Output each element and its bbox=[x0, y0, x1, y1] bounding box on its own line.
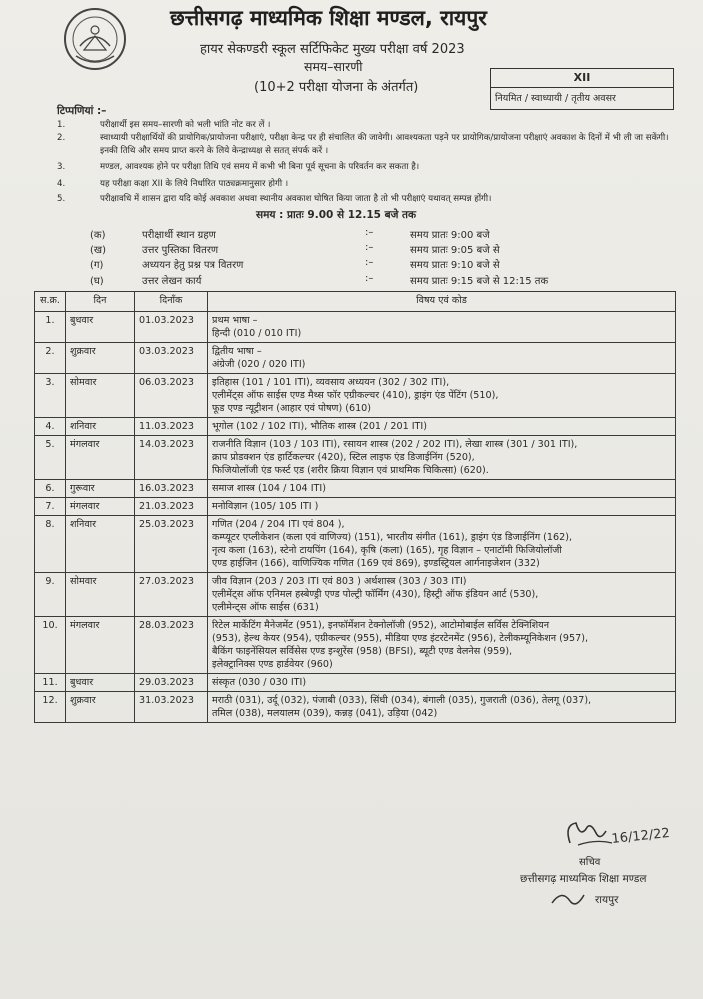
subject-line: भूगोल (102 / 102 ITI), भौतिक शास्त्र (201 / 201 ITI) bbox=[212, 421, 427, 432]
subject-line: द्वितीय भाषा – bbox=[212, 346, 262, 357]
table-row bbox=[35, 436, 676, 480]
designation: सचिव bbox=[579, 857, 601, 868]
page-title: छत्तीसगढ़ माध्यमिक शिक्षा मण्डल, रायपुर bbox=[170, 6, 487, 30]
row-serial: 8. bbox=[35, 516, 66, 573]
col-subject: विषय एवं कोड bbox=[208, 292, 676, 312]
row-date: 14.03.2023 bbox=[135, 436, 208, 480]
subject-line: एण्ड हाईजिन (166), वाणिज्यिक गणित (169 एवं 869), इण्डस्ट्रियल आर्गनाइजेशन (332) bbox=[212, 558, 540, 569]
table-row bbox=[35, 617, 676, 674]
scheme-label: (10+2 परीक्षा योजना के अंतर्गत) bbox=[254, 80, 419, 95]
row-subjects bbox=[208, 312, 676, 343]
subject-line: जीव विज्ञान (203 / 203 ITI एवं 803 ) अर्थशास्त्र (303 / 303 ITI) bbox=[212, 576, 467, 587]
subject-line: प्रथम भाषा – bbox=[212, 315, 258, 326]
class-box bbox=[490, 68, 674, 110]
subject-line: समाज शास्त्र (104 / 104 ITI) bbox=[212, 483, 326, 494]
subject-line: (953), हेल्थ केयर (954), एग्रीकल्चर (955), मीडिया एण्ड इंटरटेनमेंट (956), टेलीकम्यूनिकेशन (957), bbox=[212, 633, 589, 644]
subject-line: इलेक्ट्रानिक्स एण्ड हार्डवेयर (960) bbox=[212, 659, 333, 670]
exam-timing: समय : प्रातः 9.00 से 12.15 बजे तक bbox=[256, 209, 417, 221]
row-date: 31.03.2023 bbox=[135, 692, 208, 723]
row-serial: 9. bbox=[35, 573, 66, 617]
note-item: 3. मण्डल, आवश्यक होने पर परीक्षा तिथि एवं समय में कभी भी बिना पूर्व सूचना के परिवर्तन कर सकता है। bbox=[57, 162, 420, 172]
row-day: गुरूवार bbox=[66, 480, 135, 498]
row-subjects bbox=[208, 498, 676, 516]
row-day: मंगलवार bbox=[66, 498, 135, 516]
row-serial: 7. bbox=[35, 498, 66, 516]
row-day: सोमवार bbox=[66, 573, 135, 617]
subject-line: इतिहास (101 / 101 ITI), व्यवसाय अध्ययन (302 / 302 ITI), bbox=[212, 377, 450, 388]
row-date: 06.03.2023 bbox=[135, 374, 208, 418]
row-day: मंगलवार bbox=[66, 617, 135, 674]
col-serial: स.क्र. bbox=[35, 292, 66, 312]
subject-line: हिन्दी (010 / 010 ITI) bbox=[212, 328, 302, 339]
subject-line: एलीमेंट्स ऑफ साईस एण्ड मैथ्स फॉर एग्रीकल्चर (410), ड्राइंग एंड पेंटिंग (510), bbox=[212, 390, 499, 401]
table-row bbox=[35, 480, 676, 498]
note-item: 2. स्वाध्यायी परीक्षार्थियों की प्रायोगिक/प्रायोजना परीक्षाएं, परीक्षा केन्द्र पर ही संचालित की जावेगी। आवश्यकता पड़ने पर प्रायोगिक/प्रायोजना परीक्षाएं अवकाश के दिनों में भी ली जा सकेंगी। इनकी तिथि और समय प्राप्त करने के लिये केन्द्राध्यक्ष से सतत् संपर्क करें । bbox=[57, 133, 669, 156]
row-date: 21.03.2023 bbox=[135, 498, 208, 516]
row-serial: 4. bbox=[35, 418, 66, 436]
row-serial: 1. bbox=[35, 312, 66, 343]
document-page: छत्तीसगढ़ माध्यमिक शिक्षा मण्डल, रायपुर हायर सेकण्डरी स्कूल सर्टिफिकेट मुख्य परीक्षा वर्ष 2023 समय–सारणी (10+2 परीक्षा योजना के अंतर्गत) XII नियमित / स्वाध्यायी / तृतीय अवसर टिप्पणियां :– 1. परीक्षार्थी इस समय–सारणी को भली भांति नोट कर लें । 2. स्वाध्यायी परीक्षार्थियों की प्रायोगिक/प्रायोजना परीक्षाएं, परीक्षा केन्द्र पर ही संचालित की जावेगी। आवश्यकता पड़ने पर प्रायोगिक/प्रायोजना परीक्षाएं अवकाश के दिनों में भी ली जा सकेंगी। इनकी तिथि और समय प्राप्त करने के लिये केन्द्राध्यक्ष से सतत् संपर्क करें । 3. मण्डल, आवश्यक होने पर परीक्षा तिथि एवं समय में कभी भी बिना पूर्व सूचना के परिवर्तन कर सकता है। 4. यह परीक्षा कक्षा XII के लिये निर्धारित पाठ्यक्रमानुसार होगी । 5. परीक्षावधि में शासन द्वारा यदि कोई अवकाश अथवा स्थानीय अवकाश घोषित किया जाता है तो भी परीक्षाएं यथावत् सम्पन्न होंगी। समय : प्रातः 9.00 से 12.15 बजे तक (क) परीक्षार्थी स्थान ग्रहण :– समय प्रातः 9:00 बजे (ख) उत्तर पुस्तिका वितरण :– समय प्रातः 9:05 बजे से (ग) अध्ययन हेतु प्रश्न पत्र वितरण :– समय प्रातः 9:10 बजे से (घ) उत्तर लेखन कार्य :– समय प्रातः 9:15 बजे से 12:15 तक स.क्र. दिन दिनाँक विषय एवं कोड 1. बुधवार 01.03.2023 प्रथम भाषा – हिन्दी (010 / 010 ITI) 2. शुक्रवार 03.03.2023 द्वितीय भाषा – अंग्रेजी (020 / 020 ITI) 3. सोमवार 06.03.2023 इतिहास (101 / 101 ITI), व्यवसाय अध्ययन (302 / 302 ITI), एलीमेंट्स ऑफ साईस एण्ड मैथ्स फॉर एग्रीकल्चर (410), ड्राइंग एंड पेंटिंग (510), फूड एण्ड न्यूट्रीशन (आहार एवं पोषण) (610) 4. शनिवार 11.03.2023 भूगोल (102 / 102 ITI), भौतिक शास्त्र (201 / 201 ITI) 5. मंगलवार 14.03.2023 राजनीति विज्ञान (103 / 103 ITI), रसायन शास्त्र (202 / 202 ITI), लेखा शास्त्र (301 / 301 ITI), क्राप प्रोडक्शन एंड हार्टिकल्चर (420), स्टिल लाइफ एंड डिजाईनिंग (520), फिजियोलॉजी एंड फर्स्ट एड (शरीर क्रिया विज्ञान एवं प्राथमिक चिकित्सा) (620). 6. गुरूवार 16.03.2023 समाज शास्त्र (104 / 104 ITI) 7. मंगलवार 21.03.2023 मनोविज्ञान (105/ 105 ITI ) 8. शनिवार 25.03.2023 गणित (204 / 204 ITI एवं 804 ), कम्प्यूटर एप्लीकेशन (कला एवं वाणिज्य) (151), भारतीय संगीत (161), ड्राइंग एंड डिजाईनिंग (162), नृत्य कला (163), स्टेनो टायपिंग (164), कृषि (कला) (165), गृह विज्ञान – एनाटॉमी फिजियोलॉजी एण्ड हाईजिन (166), वाणिज्यिक गणित (169 एवं 869), इण्डस्ट्रियल आर्गनाइजेशन (332) 9. सोमवार 27.03.2023 जीव विज्ञान (203 / 203 ITI एवं 803 ) अर्थशास्त्र (303 / 303 ITI) एलीमेंट्स ऑफ एनिमल हस्बेण्ड्री एण्ड पोल्ट्री फॉर्मिंग (430), हिस्ट्री ऑफ इंडियन आर्ट (530), एलीमेन्ट्स ऑफ साईस (631) 10. मंगलवार 28.03.2023 रिटेल मार्केटिंग मैनेजमेंट (951), इनफॉर्मेशन टेक्नोलॉजी (952), आटोमोबाईल सर्विस टेक्निशियन (953), हेल्थ केयर (954), एग्रीकल्चर (955), मीडिया एण्ड इंटरटेनमेंट (956), टेलीकम्यूनिकेशन (957), बैकिंग फाइनेंसियल सर्विसेस एण्ड इन्शुरेंस (958) (BFSI), ब्यूटी एण्ड वेलनेस (959), इलेक्ट्रानिक्स एण्ड हार्डवेयर (960) 11. बुधवार 29.03.2023 संस्कृत (030 / 030 ITI) 12. शुक्रवार 31.03.2023 मराठी (031), उर्दू (032), पंजाबी (033), सिंधी (034), बंगाली (035), गुजराती (036), तेलगू (037), तमिल (038), मलयालम (039), कन्नड़ (041), उड़िया (042) 16/12/22 सचिव छत्तीसगढ़ माध्यमिक शिक्षा मण्डल रायपुर bbox=[0, 0, 703, 999]
footer-org: छत्तीसगढ़ माध्यमिक शिक्षा मण्डल bbox=[520, 873, 647, 885]
table-row bbox=[35, 573, 676, 617]
row-date: 11.03.2023 bbox=[135, 418, 208, 436]
row-subjects bbox=[208, 617, 676, 674]
col-day: दिन bbox=[66, 292, 135, 312]
footer-city: रायपुर bbox=[595, 894, 619, 906]
row-date: 25.03.2023 bbox=[135, 516, 208, 573]
row-day: शनिवार bbox=[66, 418, 135, 436]
note-item: 1. परीक्षार्थी इस समय–सारणी को भली भांति नोट कर लें । bbox=[57, 120, 271, 130]
row-serial: 3. bbox=[35, 374, 66, 418]
row-subjects bbox=[208, 374, 676, 418]
row-day: शुक्रवार bbox=[66, 692, 135, 723]
row-day: सोमवार bbox=[66, 374, 135, 418]
subject-line: रिटेल मार्केटिंग मैनेजमेंट (951), इनफॉर्मेशन टेक्नोलॉजी (952), आटोमोबाईल सर्विस टेक्निशियन bbox=[212, 620, 550, 631]
row-date: 28.03.2023 bbox=[135, 617, 208, 674]
subject-line: संस्कृत (030 / 030 ITI) bbox=[212, 677, 307, 688]
table-row bbox=[35, 516, 676, 573]
row-serial: 6. bbox=[35, 480, 66, 498]
row-subjects bbox=[208, 516, 676, 573]
row-serial: 11. bbox=[35, 674, 66, 692]
subject-line: मराठी (031), उर्दू (032), पंजाबी (033), सिंधी (034), बंगाली (035), गुजराती (036), तेलगू (037), bbox=[212, 695, 592, 706]
row-day: शनिवार bbox=[66, 516, 135, 573]
row-day: शुक्रवार bbox=[66, 343, 135, 374]
table-row bbox=[35, 374, 676, 418]
subject-line: बैकिंग फाइनेंसियल सर्विसेस एण्ड इन्शुरेंस (958) (BFSI), ब्यूटी एण्ड वेलनेस (959), bbox=[212, 646, 513, 657]
subject-line: कम्प्यूटर एप्लीकेशन (कला एवं वाणिज्य) (151), भारतीय संगीत (161), ड्राइंग एंड डिजाईनिंग (162), bbox=[212, 532, 573, 543]
row-date: 27.03.2023 bbox=[135, 573, 208, 617]
candidate-type: नियमित / स्वाध्यायी / तृतीय अवसर bbox=[491, 87, 673, 107]
row-subjects bbox=[208, 692, 676, 723]
subject-line: राजनीति विज्ञान (103 / 103 ITI), रसायन शास्त्र (202 / 202 ITI), लेखा शास्त्र (301 / 301 ITI), bbox=[212, 439, 578, 450]
row-subjects bbox=[208, 343, 676, 374]
row-date: 29.03.2023 bbox=[135, 674, 208, 692]
timetable-table bbox=[34, 291, 676, 723]
table-header-row bbox=[35, 292, 676, 312]
table-row bbox=[35, 692, 676, 723]
timetable-body bbox=[35, 312, 676, 723]
subject-line: फूड एण्ड न्यूट्रीशन (आहार एवं पोषण) (610) bbox=[212, 403, 372, 414]
row-serial: 10. bbox=[35, 617, 66, 674]
notes-heading: टिप्पणियां :– bbox=[57, 105, 107, 117]
subject-line: गणित (204 / 204 ITI एवं 804 ), bbox=[212, 519, 345, 530]
note-item: 5. परीक्षावधि में शासन द्वारा यदि कोई अवकाश अथवा स्थानीय अवकाश घोषित किया जाता है तो भी परीक्षाएं यथावत् सम्पन्न होंगी। bbox=[57, 194, 492, 204]
subject-line: फिजियोलॉजी एंड फर्स्ट एड (शरीर क्रिया विज्ञान एवं प्राथमिक चिकित्सा) (620). bbox=[212, 465, 489, 476]
col-date: दिनाँक bbox=[135, 292, 208, 312]
subject-line: क्राप प्रोडक्शन एंड हार्टिकल्चर (420), स्टिल लाइफ एंड डिजाईनिंग (520), bbox=[212, 452, 475, 463]
table-row bbox=[35, 498, 676, 516]
row-subjects bbox=[208, 436, 676, 480]
signature bbox=[556, 815, 696, 865]
subject-line: अंग्रेजी (020 / 020 ITI) bbox=[212, 359, 306, 370]
row-day: बुधवार bbox=[66, 674, 135, 692]
note-item: 4. यह परीक्षा कक्षा XII के लिये निर्धारित पाठ्यक्रमानुसार होगी । bbox=[57, 179, 289, 189]
row-serial: 12. bbox=[35, 692, 66, 723]
row-day: मंगलवार bbox=[66, 436, 135, 480]
row-date: 03.03.2023 bbox=[135, 343, 208, 374]
subject-line: एलीमेन्ट्स ऑफ साईस (631) bbox=[212, 602, 319, 613]
table-row bbox=[35, 312, 676, 343]
row-date: 01.03.2023 bbox=[135, 312, 208, 343]
row-subjects bbox=[208, 573, 676, 617]
table-row bbox=[35, 343, 676, 374]
row-subjects bbox=[208, 480, 676, 498]
exam-subtitle: हायर सेकण्डरी स्कूल सर्टिफिकेट मुख्य परीक्षा वर्ष 2023 bbox=[200, 42, 465, 57]
table-row bbox=[35, 418, 676, 436]
subject-line: एलीमेंट्स ऑफ एनिमल हस्बेण्ड्री एण्ड पोल्ट्री फॉर्मिंग (430), हिस्ट्री ऑफ इंडियन आर्ट (530), bbox=[212, 589, 539, 600]
subject-line: मनोविज्ञान (105/ 105 ITI ) bbox=[212, 501, 319, 512]
row-serial: 5. bbox=[35, 436, 66, 480]
class-label: XII bbox=[573, 71, 591, 84]
initials-mark bbox=[548, 885, 596, 911]
row-date: 16.03.2023 bbox=[135, 480, 208, 498]
timetable-label: समय–सारणी bbox=[304, 59, 363, 74]
signature-date: 16/12/22 bbox=[610, 825, 671, 847]
row-serial: 2. bbox=[35, 343, 66, 374]
table-row bbox=[35, 674, 676, 692]
row-day: बुधवार bbox=[66, 312, 135, 343]
row-subjects bbox=[208, 418, 676, 436]
subject-line: तमिल (038), मलयालम (039), कन्नड़ (041), उड़िया (042) bbox=[212, 708, 438, 719]
board-emblem-icon bbox=[62, 6, 128, 72]
subject-line: नृत्य कला (163), स्टेनो टायपिंग (164), कृषि (कला) (165), गृह विज्ञान – एनाटॉमी फिजियोलॉजी bbox=[212, 545, 562, 556]
row-subjects bbox=[208, 674, 676, 692]
